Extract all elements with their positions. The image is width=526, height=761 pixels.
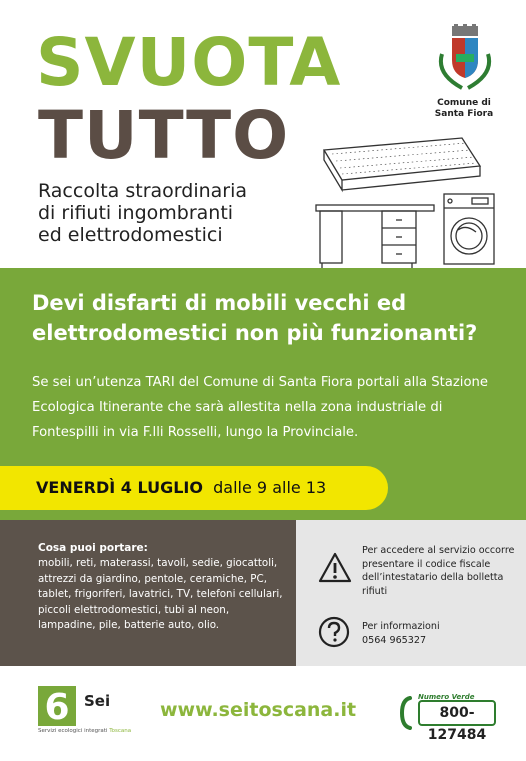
municipality-name: Comune di Santa Fiora — [434, 98, 494, 119]
logo-region: Toscana — [109, 728, 132, 734]
sei-logo-icon — [38, 686, 76, 726]
subtitle-line-2: di rifiuti ingombranti — [38, 202, 234, 224]
phone-icon — [400, 696, 414, 730]
event-date: VENERDÌ 4 LUGLIO — [36, 478, 203, 497]
access-text: Per accedere al servizio occorre presentare il codice fiscale dell’intestatario della bolletta rifiuti — [362, 545, 515, 597]
numero-verde[interactable]: 800-127484 — [418, 700, 496, 726]
subtitle — [38, 180, 247, 246]
desk-icon — [316, 205, 434, 268]
washing-machine-icon — [444, 194, 494, 264]
date-text — [36, 478, 326, 497]
logo-number: 6 — [44, 687, 70, 726]
subtitle-line-1: Raccolta straordinaria — [38, 180, 248, 202]
items-list: mobili, reti, materassi, tavoli, sedie, giocattoli, attrezzi da giardino, pentole, ceramiche, PC, tablet, frigoriferi, lavatrici, TV, telefoni cellulari, piccoli elettrodomestici, tubi al neon, lampadine, pile, batterie auto, olio. — [38, 557, 283, 631]
logo-tagline-text: Servizi ecologici integrati — [38, 728, 108, 734]
title-tutto: TUTTO — [38, 97, 290, 174]
info-label: Per informazioni — [362, 621, 440, 632]
info-phone: 0564 965327 — [362, 634, 427, 646]
banner-description: Se sei un’utenza TARI del Comune di Santa Fiora portali alla Stazione Ecologica Itinerante che sarà allestita nella zona industriale di Fontespilli in via F.lli Rosselli, lungo la Provinciale. — [32, 375, 488, 440]
furniture-illustration — [312, 130, 502, 270]
logo-name: Sei — [84, 692, 111, 710]
event-time: dalle 9 alle 13 — [213, 478, 327, 497]
subtitle-line-3: ed elettrodomestici — [38, 224, 223, 246]
warning-icon — [318, 552, 352, 584]
banner-question: Devi disfarti di mobili vecchi ed elettrodomestici non più funzionanti? — [32, 291, 478, 345]
logo-tagline — [38, 728, 131, 734]
items-title: Cosa puoi portare: — [38, 542, 148, 554]
question-icon — [318, 616, 350, 648]
numero-verde-label: Numero Verde — [418, 693, 475, 701]
mattress-icon — [324, 138, 480, 190]
coat-of-arms-icon — [434, 24, 496, 96]
title-svuota: SVUOTA — [36, 24, 342, 101]
info-contact — [362, 620, 512, 647]
website-link[interactable]: www.seitoscana.it — [160, 699, 357, 721]
